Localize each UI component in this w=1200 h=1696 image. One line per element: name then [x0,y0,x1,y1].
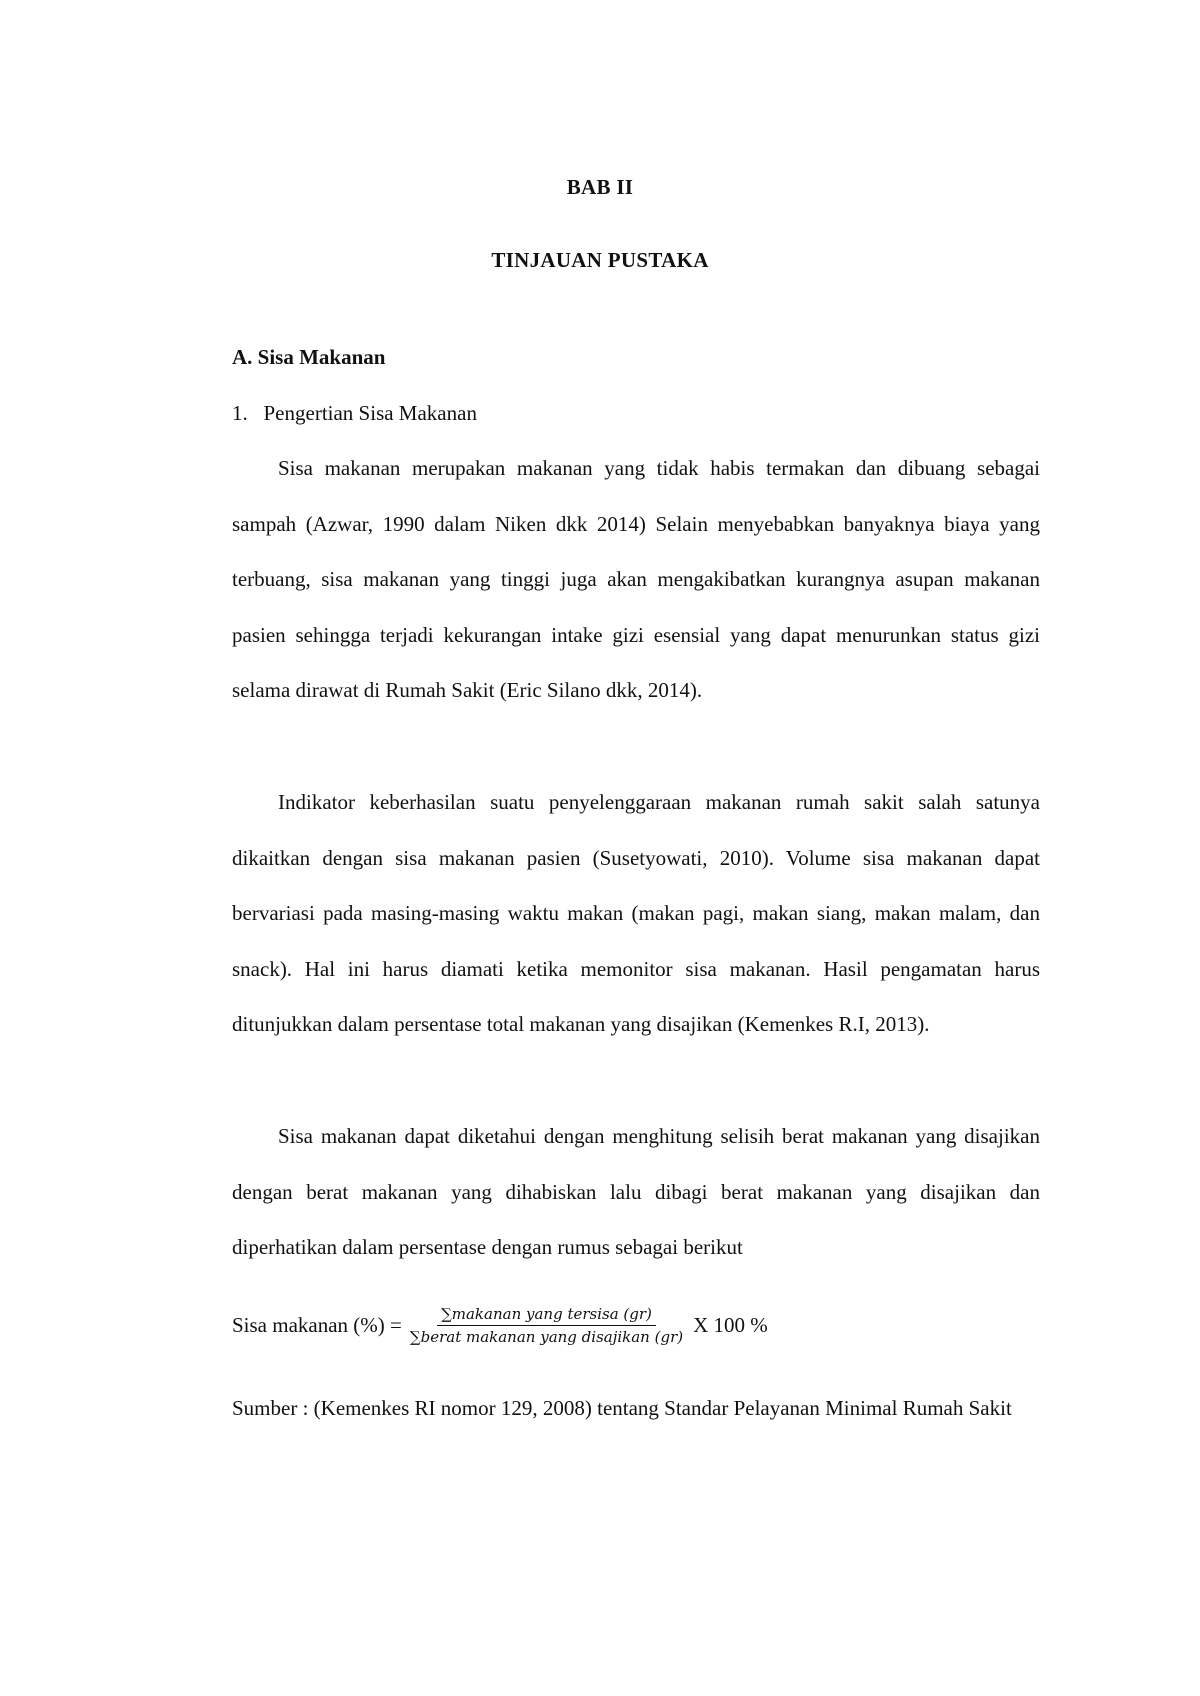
formula-fraction [406,1305,687,1346]
paragraph-indicator: Indikator keberhasilan suatu penyelenggaraan makanan rumah sakit salah satunya dikaitkan dengan sisa makanan pasien (Susetyowati, 2010). Volume sisa makanan dapat bervariasi pada masing-masing waktu makan (makan pagi, makan siang, makan malam, dan snack). Hal ini harus diamati ketika memonitor sisa makanan. Hasil pengamatan harus ditunjukkan dalam persentase total makanan yang disajikan (Kemenkes R.I, 2013). [232,790,1040,1037]
formula-multiplier: X 100 % [693,1312,768,1337]
subsection-heading: 1. Pengertian Sisa Makanan [232,401,477,425]
formula [232,1285,768,1365]
chapter-title: TINJAUAN PUSTAKA [491,248,709,272]
formula-numerator: ∑makanan yang tersisa (gr) [437,1305,656,1326]
chapter-number: BAB II [566,175,634,199]
paragraph-calculation: Sisa makanan dapat diketahui dengan menghitung selisih berat makanan yang disajikan dengan berat makanan yang dihabiskan lalu dibagi berat makanan yang disajikan dan diperhatikan dalam persentase dengan rumus sebagai berikut [232,1124,1040,1260]
paragraph-definition: Sisa makanan merupakan makanan yang tidak habis termakan dan dibuang sebagai sampah (Azwar, 1990 dalam Niken dkk 2014) Selain menyebabkan banyaknya biaya yang terbuang, sisa makanan yang tinggi juga akan mengakibatkan kurangnya asupan makanan pasien sehingga terjadi kekurangan intake gizi esensial yang dapat menurunkan status gizi selama dirawat di Rumah Sakit (Eric Silano dkk, 2014). [232,456,1040,703]
section-heading: A. Sisa Makanan [232,345,386,369]
source-citation: Sumber : (Kemenkes RI nomor 129, 2008) tentang Standar Pelayanan Minimal Rumah Sakit [232,1396,1012,1420]
formula-lhs: Sisa makanan (%) = [232,1312,402,1337]
formula-denominator: ∑berat makanan yang disajikan (gr) [409,1327,684,1346]
